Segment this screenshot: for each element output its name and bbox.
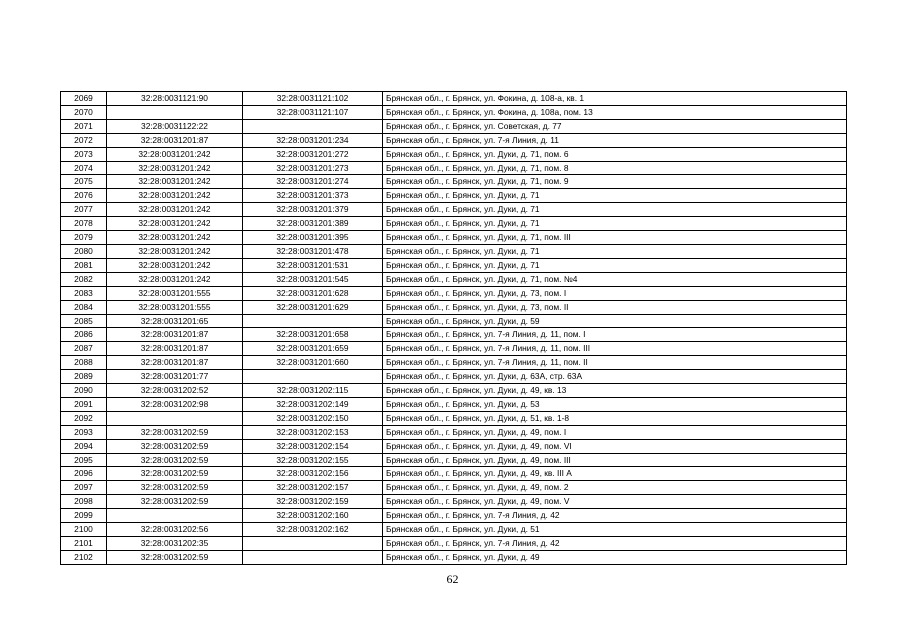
row-number-cell: 2079 [61, 231, 107, 245]
row-number-cell: 2089 [61, 370, 107, 384]
address-cell: Брянская обл., г. Брянск, ул. Дуки, д. 73, пом. I [383, 286, 847, 300]
row-number-cell: 2096 [61, 467, 107, 481]
object-cadastral-number-cell: 32:28:0031121:107 [243, 105, 383, 119]
object-cadastral-number-cell: 32:28:0031201:658 [243, 328, 383, 342]
object-cadastral-number-cell: 32:28:0031201:629 [243, 300, 383, 314]
row-number-cell: 2083 [61, 286, 107, 300]
parcel-cadastral-number-cell: 32:28:0031201:87 [107, 133, 243, 147]
parcel-cadastral-number-cell: 32:28:0031201:242 [107, 217, 243, 231]
parcel-cadastral-number-cell: 32:28:0031201:242 [107, 203, 243, 217]
address-cell: Брянская обл., г. Брянск, ул. 7-я Линия, д. 11, пом. III [383, 342, 847, 356]
object-cadastral-number-cell: 32:28:0031202:160 [243, 509, 383, 523]
parcel-cadastral-number-cell: 32:28:0031201:87 [107, 328, 243, 342]
object-cadastral-number-cell: 32:28:0031201:531 [243, 258, 383, 272]
object-cadastral-number-cell: 32:28:0031201:478 [243, 244, 383, 258]
address-cell: Брянская обл., г. Брянск, ул. Дуки, д. 49, пом. 2 [383, 481, 847, 495]
object-cadastral-number-cell: 32:28:0031201:274 [243, 175, 383, 189]
address-cell: Брянская обл., г. Брянск, ул. 7-я Линия, д. 11, пом. I [383, 328, 847, 342]
table-row [61, 439, 847, 453]
row-number-cell: 2099 [61, 509, 107, 523]
table-row [61, 467, 847, 481]
register-table [60, 91, 847, 565]
parcel-cadastral-number-cell: 32:28:0031201:65 [107, 314, 243, 328]
table-row [61, 370, 847, 384]
address-cell: Брянская обл., г. Брянск, ул. Дуки, д. 71 [383, 217, 847, 231]
table-row [61, 161, 847, 175]
row-number-cell: 2074 [61, 161, 107, 175]
address-cell: Брянская обл., г. Брянск, ул. Дуки, д. 53 [383, 397, 847, 411]
table-row [61, 300, 847, 314]
table-row [61, 203, 847, 217]
object-cadastral-number-cell [243, 119, 383, 133]
row-number-cell: 2090 [61, 384, 107, 398]
address-cell: Брянская обл., г. Брянск, ул. 7-я Линия, д. 42 [383, 509, 847, 523]
object-cadastral-number-cell: 32:28:0031202:149 [243, 397, 383, 411]
row-number-cell: 2092 [61, 411, 107, 425]
parcel-cadastral-number-cell: 32:28:0031201:242 [107, 244, 243, 258]
parcel-cadastral-number-cell: 32:28:0031202:59 [107, 495, 243, 509]
address-cell: Брянская обл., г. Брянск, ул. Советская, д. 77 [383, 119, 847, 133]
row-number-cell: 2078 [61, 217, 107, 231]
row-number-cell: 2087 [61, 342, 107, 356]
table-row [61, 92, 847, 106]
table-row [61, 133, 847, 147]
object-cadastral-number-cell: 32:28:0031202:150 [243, 411, 383, 425]
table-row [61, 119, 847, 133]
address-cell: Брянская обл., г. Брянск, ул. Фокина, д. 108а, пом. 13 [383, 105, 847, 119]
table-row [61, 175, 847, 189]
row-number-cell: 2075 [61, 175, 107, 189]
parcel-cadastral-number-cell [107, 411, 243, 425]
object-cadastral-number-cell: 32:28:0031201:545 [243, 272, 383, 286]
parcel-cadastral-number-cell: 32:28:0031201:242 [107, 161, 243, 175]
address-cell: Брянская обл., г. Брянск, ул. Дуки, д. 71 [383, 244, 847, 258]
table-row [61, 105, 847, 119]
address-cell: Брянская обл., г. Брянск, ул. Дуки, д. 71 [383, 189, 847, 203]
parcel-cadastral-number-cell: 32:28:0031201:555 [107, 300, 243, 314]
table-row [61, 384, 847, 398]
table-row [61, 244, 847, 258]
row-number-cell: 2081 [61, 258, 107, 272]
row-number-cell: 2102 [61, 550, 107, 564]
row-number-cell: 2086 [61, 328, 107, 342]
table-row [61, 411, 847, 425]
address-cell: Брянская обл., г. Брянск, ул. Дуки, д. 49, пом. V [383, 495, 847, 509]
row-number-cell: 2085 [61, 314, 107, 328]
address-cell: Брянская обл., г. Брянск, ул. Дуки, д. 71, пом. III [383, 231, 847, 245]
table-row [61, 537, 847, 551]
table-row [61, 495, 847, 509]
parcel-cadastral-number-cell: 32:28:0031202:52 [107, 384, 243, 398]
parcel-cadastral-number-cell: 32:28:0031201:87 [107, 356, 243, 370]
table-row [61, 231, 847, 245]
table-row [61, 342, 847, 356]
row-number-cell: 2071 [61, 119, 107, 133]
object-cadastral-number-cell: 32:28:0031202:154 [243, 439, 383, 453]
row-number-cell: 2098 [61, 495, 107, 509]
object-cadastral-number-cell [243, 370, 383, 384]
row-number-cell: 2069 [61, 92, 107, 106]
table-row [61, 328, 847, 342]
table-row [61, 217, 847, 231]
object-cadastral-number-cell: 32:28:0031201:234 [243, 133, 383, 147]
table-row [61, 397, 847, 411]
address-cell: Брянская обл., г. Брянск, ул. Фокина, д. 108-а, кв. 1 [383, 92, 847, 106]
parcel-cadastral-number-cell: 32:28:0031202:56 [107, 523, 243, 537]
table-row [61, 509, 847, 523]
object-cadastral-number-cell: 32:28:0031201:273 [243, 161, 383, 175]
parcel-cadastral-number-cell: 32:28:0031122:22 [107, 119, 243, 133]
row-number-cell: 2084 [61, 300, 107, 314]
parcel-cadastral-number-cell: 32:28:0031202:59 [107, 425, 243, 439]
object-cadastral-number-cell [243, 314, 383, 328]
address-cell: Брянская обл., г. Брянск, ул. Дуки, д. 71, пом. №4 [383, 272, 847, 286]
table-row [61, 356, 847, 370]
parcel-cadastral-number-cell: 32:28:0031202:59 [107, 453, 243, 467]
address-cell: Брянская обл., г. Брянск, ул. 7-я Линия, д. 11, пом. II [383, 356, 847, 370]
row-number-cell: 2097 [61, 481, 107, 495]
address-cell: Брянская обл., г. Брянск, ул. Дуки, д. 71 [383, 203, 847, 217]
object-cadastral-number-cell: 32:28:0031201:660 [243, 356, 383, 370]
object-cadastral-number-cell: 32:28:0031202:115 [243, 384, 383, 398]
row-number-cell: 2080 [61, 244, 107, 258]
row-number-cell: 2100 [61, 523, 107, 537]
row-number-cell: 2093 [61, 425, 107, 439]
parcel-cadastral-number-cell: 32:28:0031202:59 [107, 467, 243, 481]
parcel-cadastral-number-cell: 32:28:0031202:35 [107, 537, 243, 551]
row-number-cell: 2073 [61, 147, 107, 161]
parcel-cadastral-number-cell: 32:28:0031201:555 [107, 286, 243, 300]
address-cell: Брянская обл., г. Брянск, ул. Дуки, д. 49, пом. VI [383, 439, 847, 453]
table-row [61, 481, 847, 495]
object-cadastral-number-cell [243, 537, 383, 551]
parcel-cadastral-number-cell: 32:28:0031201:242 [107, 231, 243, 245]
parcel-cadastral-number-cell [107, 509, 243, 523]
object-cadastral-number-cell: 32:28:0031202:156 [243, 467, 383, 481]
object-cadastral-number-cell: 32:28:0031202:162 [243, 523, 383, 537]
row-number-cell: 2088 [61, 356, 107, 370]
object-cadastral-number-cell: 32:28:0031201:379 [243, 203, 383, 217]
address-cell: Брянская обл., г. Брянск, ул. Дуки, д. 49, пом. I [383, 425, 847, 439]
address-cell: Брянская обл., г. Брянск, ул. Дуки, д. 49, пом. III [383, 453, 847, 467]
address-cell: Брянская обл., г. Брянск, ул. Дуки, д. 49, кв. III А [383, 467, 847, 481]
row-number-cell: 2082 [61, 272, 107, 286]
parcel-cadastral-number-cell: 32:28:0031202:59 [107, 481, 243, 495]
table-row [61, 258, 847, 272]
address-cell: Брянская обл., г. Брянск, ул. Дуки, д. 51 [383, 523, 847, 537]
row-number-cell: 2095 [61, 453, 107, 467]
address-cell: Брянская обл., г. Брянск, ул. Дуки, д. 63А, стр. 63А [383, 370, 847, 384]
table-row [61, 189, 847, 203]
address-cell: Брянская обл., г. Брянск, ул. 7-я Линия, д. 42 [383, 537, 847, 551]
row-number-cell: 2094 [61, 439, 107, 453]
parcel-cadastral-number-cell: 32:28:0031202:59 [107, 550, 243, 564]
table-row [61, 286, 847, 300]
address-cell: Брянская обл., г. Брянск, ул. Дуки, д. 49, кв. 13 [383, 384, 847, 398]
row-number-cell: 2076 [61, 189, 107, 203]
parcel-cadastral-number-cell: 32:28:0031202:98 [107, 397, 243, 411]
row-number-cell: 2091 [61, 397, 107, 411]
object-cadastral-number-cell: 32:28:0031201:659 [243, 342, 383, 356]
table-row [61, 453, 847, 467]
parcel-cadastral-number-cell: 32:28:0031201:242 [107, 147, 243, 161]
table-row [61, 314, 847, 328]
table-body [61, 92, 847, 565]
address-cell: Брянская обл., г. Брянск, ул. Дуки, д. 71, пом. 6 [383, 147, 847, 161]
address-cell: Брянская обл., г. Брянск, ул. Дуки, д. 71, пом. 9 [383, 175, 847, 189]
parcel-cadastral-number-cell: 32:28:0031121:90 [107, 92, 243, 106]
address-cell: Брянская обл., г. Брянск, ул. Дуки, д. 59 [383, 314, 847, 328]
parcel-cadastral-number-cell: 32:28:0031201:242 [107, 258, 243, 272]
address-cell: Брянская обл., г. Брянск, ул. Дуки, д. 51, кв. 1-8 [383, 411, 847, 425]
parcel-cadastral-number-cell [107, 105, 243, 119]
table-row [61, 147, 847, 161]
row-number-cell: 2072 [61, 133, 107, 147]
object-cadastral-number-cell: 32:28:0031202:159 [243, 495, 383, 509]
parcel-cadastral-number-cell: 32:28:0031202:59 [107, 439, 243, 453]
address-cell: Брянская обл., г. Брянск, ул. Дуки, д. 71, пом. 8 [383, 161, 847, 175]
object-cadastral-number-cell: 32:28:0031202:153 [243, 425, 383, 439]
row-number-cell: 2077 [61, 203, 107, 217]
object-cadastral-number-cell: 32:28:0031202:155 [243, 453, 383, 467]
table-row [61, 523, 847, 537]
object-cadastral-number-cell: 32:28:0031201:628 [243, 286, 383, 300]
object-cadastral-number-cell [243, 550, 383, 564]
object-cadastral-number-cell: 32:28:0031202:157 [243, 481, 383, 495]
parcel-cadastral-number-cell: 32:28:0031201:77 [107, 370, 243, 384]
address-cell: Брянская обл., г. Брянск, ул. Дуки, д. 73, пом. II [383, 300, 847, 314]
object-cadastral-number-cell: 32:28:0031201:373 [243, 189, 383, 203]
object-cadastral-number-cell: 32:28:0031201:389 [243, 217, 383, 231]
row-number-cell: 2070 [61, 105, 107, 119]
page-number: 62 [446, 572, 459, 586]
parcel-cadastral-number-cell: 32:28:0031201:242 [107, 175, 243, 189]
parcel-cadastral-number-cell: 32:28:0031201:242 [107, 272, 243, 286]
object-cadastral-number-cell: 32:28:0031121:102 [243, 92, 383, 106]
address-cell: Брянская обл., г. Брянск, ул. Дуки, д. 49 [383, 550, 847, 564]
address-cell: Брянская обл., г. Брянск, ул. 7-я Линия, д. 11 [383, 133, 847, 147]
object-cadastral-number-cell: 32:28:0031201:272 [243, 147, 383, 161]
parcel-cadastral-number-cell: 32:28:0031201:242 [107, 189, 243, 203]
table-row [61, 272, 847, 286]
table-row [61, 425, 847, 439]
parcel-cadastral-number-cell: 32:28:0031201:87 [107, 342, 243, 356]
object-cadastral-number-cell: 32:28:0031201:395 [243, 231, 383, 245]
row-number-cell: 2101 [61, 537, 107, 551]
address-cell: Брянская обл., г. Брянск, ул. Дуки, д. 71 [383, 258, 847, 272]
table-row [61, 550, 847, 564]
